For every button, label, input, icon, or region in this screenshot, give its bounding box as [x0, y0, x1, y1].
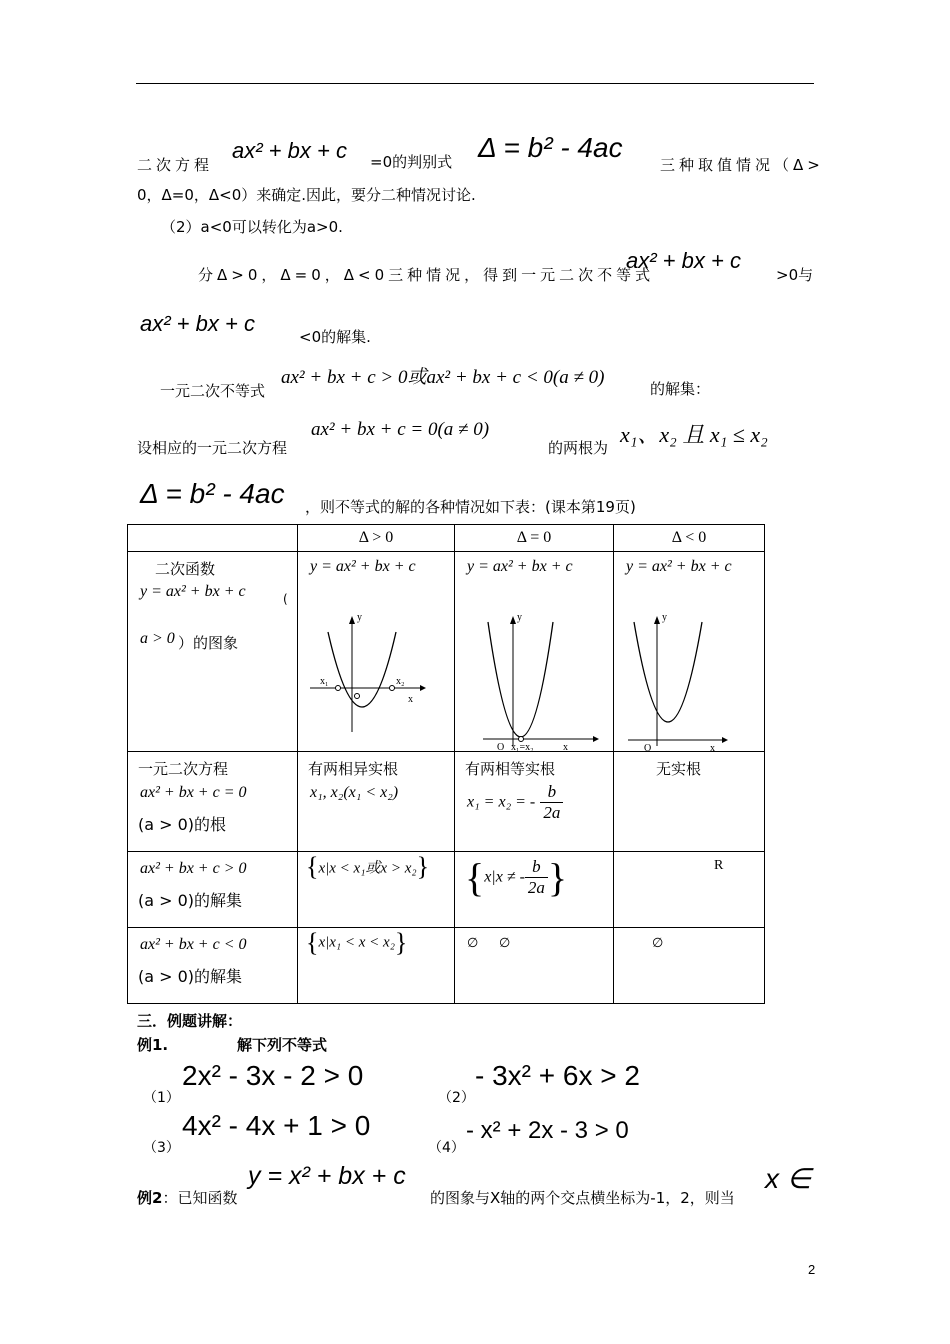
fraction-numerator: b: [540, 782, 563, 803]
example1-title: 解下列不等式: [237, 1036, 328, 1054]
row2-negative-cell: [614, 752, 765, 852]
row3-c3-text: R: [714, 858, 724, 873]
row3-negative-cell: [614, 852, 765, 928]
left-brace: {: [306, 928, 319, 957]
page-number: 2: [808, 1262, 816, 1277]
x-label: x: [710, 743, 715, 752]
y-label: y: [517, 612, 522, 623]
example1-label: 例1.: [137, 1036, 169, 1054]
p5-delta: Δ = b² - 4ac: [140, 478, 285, 509]
row1-func-3: y = ax² + bx + c: [626, 558, 732, 575]
row4-label2: (a > 0)的解集: [138, 967, 243, 986]
p1-text-d: 0，Δ=0，Δ<0）来确定.因此，要分二种情况讨论.: [137, 186, 476, 204]
parabola-no-root-graph: [626, 612, 746, 752]
row4-c1-expr: x|x₁ < x < x₂: [318, 934, 395, 951]
row3-zero-cell: [455, 852, 614, 928]
problem4-expr: - x² + 2x - 3 > 0: [466, 1117, 629, 1144]
example2-line: [137, 1187, 237, 1208]
row3-label-expr: ax² + bx + c > 0: [140, 860, 247, 877]
table-row-roots: [128, 752, 765, 852]
row1-label2: a > 0: [140, 630, 175, 647]
row3-label2: (a > 0)的解集: [138, 891, 243, 910]
row4-zero-cell: [455, 928, 614, 1004]
p3-text-b: >0与: [776, 266, 814, 284]
row1-label-expr: y = ax² + bx + c: [140, 583, 246, 600]
problem4-num: （4）: [428, 1140, 465, 1156]
row4-c2-text: ∅ ∅: [467, 936, 511, 951]
row3-c1-set: [306, 852, 429, 882]
p1-text-a: 二次方程: [137, 156, 214, 174]
x-label: x: [408, 694, 413, 705]
problem3-expr: 4x² - 4x + 1 > 0: [182, 1110, 371, 1141]
row1-label-cell: [128, 552, 298, 752]
row2-zero-cell: [455, 752, 614, 852]
p4-expr: ax² + bx + c > 0或ax² + bx + c < 0(a ≠ 0): [281, 367, 605, 388]
row1-label3: ）的图象: [178, 634, 239, 652]
row3-c2-expr: x|x ≠ -: [484, 868, 525, 886]
problem1-num: （1）: [143, 1090, 180, 1106]
table-header-zero: Δ = 0: [455, 525, 614, 552]
row3-c1-expr: x|x < x₁或x > x₂: [318, 860, 417, 877]
y-axis-arrow: [510, 616, 516, 624]
row2-c1-text: 有两相异实根: [308, 760, 399, 778]
fraction-denominator: 2a: [543, 803, 561, 822]
problem3-num: （3）: [143, 1140, 180, 1156]
origin-point: [355, 694, 360, 699]
p3-expr2: ax² + bx + c: [140, 311, 255, 336]
row2-c3-text: 无实根: [656, 760, 702, 778]
parabola-one-root-graph: [483, 612, 603, 752]
p5-text-b: 的两根为: [548, 439, 609, 457]
y-axis-arrow: [349, 616, 355, 624]
example2-expr2: x ∈: [765, 1163, 812, 1194]
right-brace: }: [547, 855, 568, 900]
p1-expr1: ax² + bx + c: [232, 138, 347, 163]
parabola-curve: [634, 622, 702, 722]
row2-positive-cell: [298, 752, 455, 852]
row3-label-cell: [128, 852, 298, 928]
section-heading: 三．例题讲解：: [137, 1012, 243, 1030]
left-brace: {: [465, 855, 485, 900]
parabola-two-roots-graph: [310, 612, 430, 742]
x-axis-arrow: [593, 736, 599, 742]
row1-graph-positive-cell: [298, 552, 455, 752]
row1-graph-zero-cell: [455, 552, 614, 752]
p4-text-a: 一元二次不等式: [160, 382, 266, 400]
problem2-expr: - 3x² + 6x > 2: [475, 1060, 640, 1091]
origin-label: O: [644, 743, 652, 752]
root-x1-point: [336, 686, 341, 691]
row1-func-1: y = ax² + bx + c: [310, 558, 416, 575]
problem1-expr: 2x² - 3x - 2 > 0: [182, 1060, 364, 1091]
row2-c2-formula: [467, 782, 563, 823]
double-root-point: [519, 737, 524, 742]
row2-label1: 一元二次方程: [138, 760, 229, 778]
table-row-graph: [128, 552, 765, 752]
x-label: x: [563, 742, 568, 752]
x12-label: x₁=x₂: [511, 742, 534, 752]
row1-graph-negative-cell: [614, 552, 765, 752]
solution-table: [127, 524, 765, 1004]
fraction-denominator: 2a: [527, 878, 545, 897]
right-brace: }: [416, 852, 430, 881]
row1-label1: 二次函数: [155, 560, 216, 578]
p1-discriminant: Δ = b² - 4ac: [478, 132, 623, 163]
row4-label-expr: ax² + bx + c < 0: [140, 936, 247, 953]
row2-c1-expr: x₁, x₂(x₁ < x₂): [310, 784, 399, 801]
row3-positive-cell: [298, 852, 455, 928]
fraction-numerator: b: [525, 857, 548, 878]
row1-label-paren: (: [283, 592, 288, 606]
p2-text: （2）a<0可以转化为a>0.: [161, 218, 343, 236]
p3-text-a: 分Δ>0，Δ=0，Δ<0三种情况，得到一元二次不等式: [198, 266, 655, 284]
row2-label-cell: [128, 752, 298, 852]
right-brace: }: [394, 928, 408, 957]
row1-func-2: y = ax² + bx + c: [467, 558, 573, 575]
example2-label: 例2: [137, 1189, 163, 1207]
example2-text-b: 的图象与X轴的两个交点横坐标为-1，2，则当: [430, 1189, 735, 1207]
p4-text-b: 的解集：: [650, 380, 711, 398]
table-row-lt: [128, 928, 765, 1004]
parabola-curve: [328, 632, 396, 707]
example2-expr: y = x² + bx + c: [248, 1162, 406, 1190]
parabola-curve: [488, 622, 553, 737]
y-label: y: [662, 612, 667, 623]
p5-roots: x₁、x₂ 且 x₁ ≤ x₂: [620, 422, 768, 447]
table-header-row: [128, 525, 765, 552]
example2-text-a: ：已知函数: [162, 1189, 238, 1207]
origin-label: O: [497, 742, 505, 752]
header-rule: [136, 83, 814, 84]
row4-c3-text: ∅: [652, 936, 664, 951]
problem2-num: （2）: [438, 1090, 475, 1106]
p5-text-a: 设相应的一元二次方程: [137, 439, 288, 457]
row2-label-expr: ax² + bx + c = 0: [140, 784, 247, 801]
row3-c2-fraction: [525, 857, 548, 898]
row4-negative-cell: [614, 928, 765, 1004]
x2-label: x₂: [396, 676, 405, 687]
table-header-empty: [128, 525, 298, 552]
p3-text-c: <0的解集.: [299, 328, 371, 346]
x-axis-arrow: [722, 737, 728, 743]
p5-expr: ax² + bx + c = 0(a ≠ 0): [311, 419, 490, 440]
row4-label-cell: [128, 928, 298, 1004]
row2-c2-expr: x₁ = x₂ = -: [467, 793, 536, 811]
y-axis-arrow: [654, 616, 660, 624]
p3-expr: ax² + bx + c: [626, 248, 741, 273]
p1-text-c: 三种取值情况（Δ>: [660, 156, 824, 174]
p5-text-c: ，则不等式的解的各种情况如下表：(课本第19页): [305, 498, 636, 516]
y-label: y: [357, 612, 362, 623]
root-x2-point: [390, 686, 395, 691]
row2-c2-text: 有两相等实根: [465, 760, 556, 778]
table-row-gt: [128, 852, 765, 928]
row4-c1-set: [306, 928, 407, 958]
x1-label: x₁: [320, 676, 329, 687]
x-axis-arrow: [420, 685, 426, 691]
p1-text-b: =0的判别式: [370, 153, 453, 171]
row2-c2-fraction: [540, 782, 563, 823]
left-brace: {: [306, 852, 319, 881]
row3-c2-set: [465, 854, 567, 901]
row2-label2: (a > 0)的根: [138, 815, 227, 834]
table-header-positive: Δ > 0: [298, 525, 455, 552]
row4-positive-cell: [298, 928, 455, 1004]
table-header-negative: Δ < 0: [614, 525, 765, 552]
